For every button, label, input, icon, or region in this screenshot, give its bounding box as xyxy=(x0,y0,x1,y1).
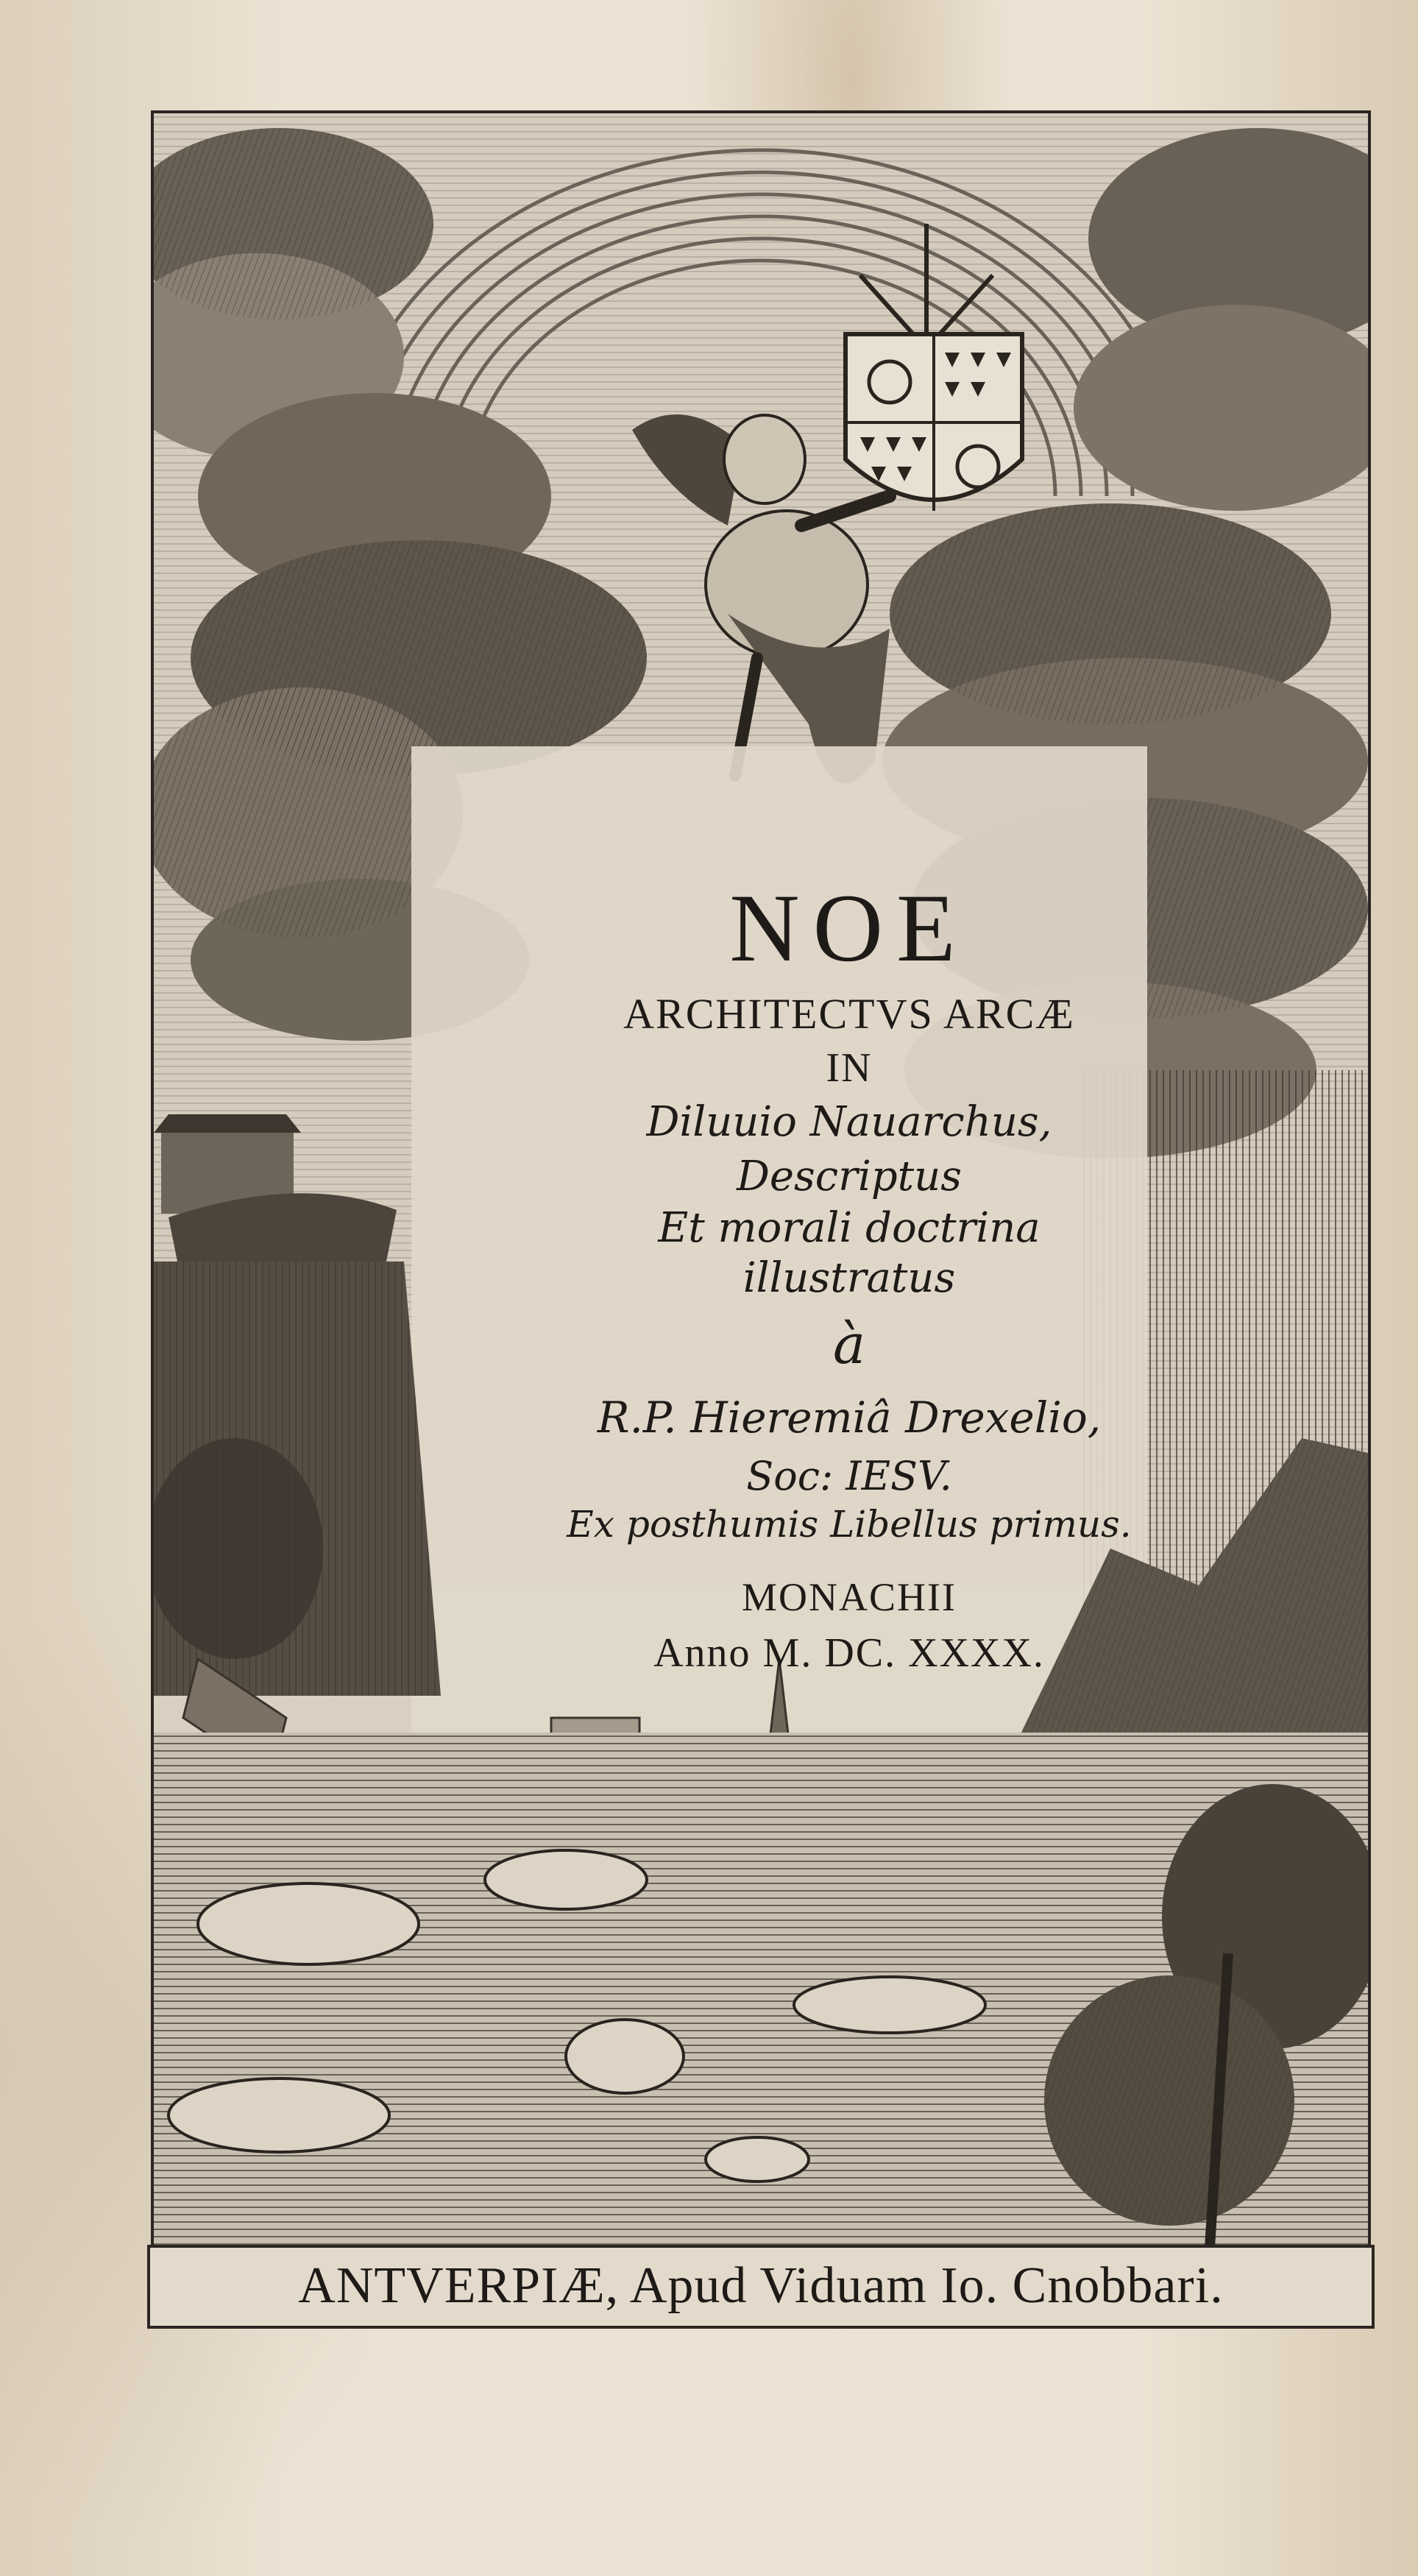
title-line-et-morali: Et morali doctrina xyxy=(658,1204,1041,1252)
imprint-text: ANTVERPIÆ, Apud Viduam Io. Cnobbari. xyxy=(298,2257,1224,2314)
main-title: NOE xyxy=(729,874,969,982)
title-line-in: IN xyxy=(826,1045,873,1091)
title-line-a: à xyxy=(832,1313,866,1376)
posthumis-line: Ex posthumis Libellus primus. xyxy=(567,1503,1132,1546)
author-line: R.P. Hieremiâ Drexelio, xyxy=(597,1393,1102,1443)
year-line: Anno M. DC. XXXX. xyxy=(653,1630,1045,1676)
society-line: Soc: IESV. xyxy=(746,1453,952,1499)
place-line: MONACHII xyxy=(742,1575,957,1619)
title-line-descriptus: Descriptus xyxy=(737,1153,962,1200)
title-line-diluvio: Diluuio Nauarchus, xyxy=(646,1098,1052,1146)
engraved-frontispiece xyxy=(151,110,1371,2324)
title-line-illustratus: illustratus xyxy=(742,1254,956,1302)
title-lettering xyxy=(463,864,1236,1814)
subtitle: ARCHITECTVS ARCÆ xyxy=(623,990,1075,1038)
imprint-box xyxy=(147,2245,1375,2329)
